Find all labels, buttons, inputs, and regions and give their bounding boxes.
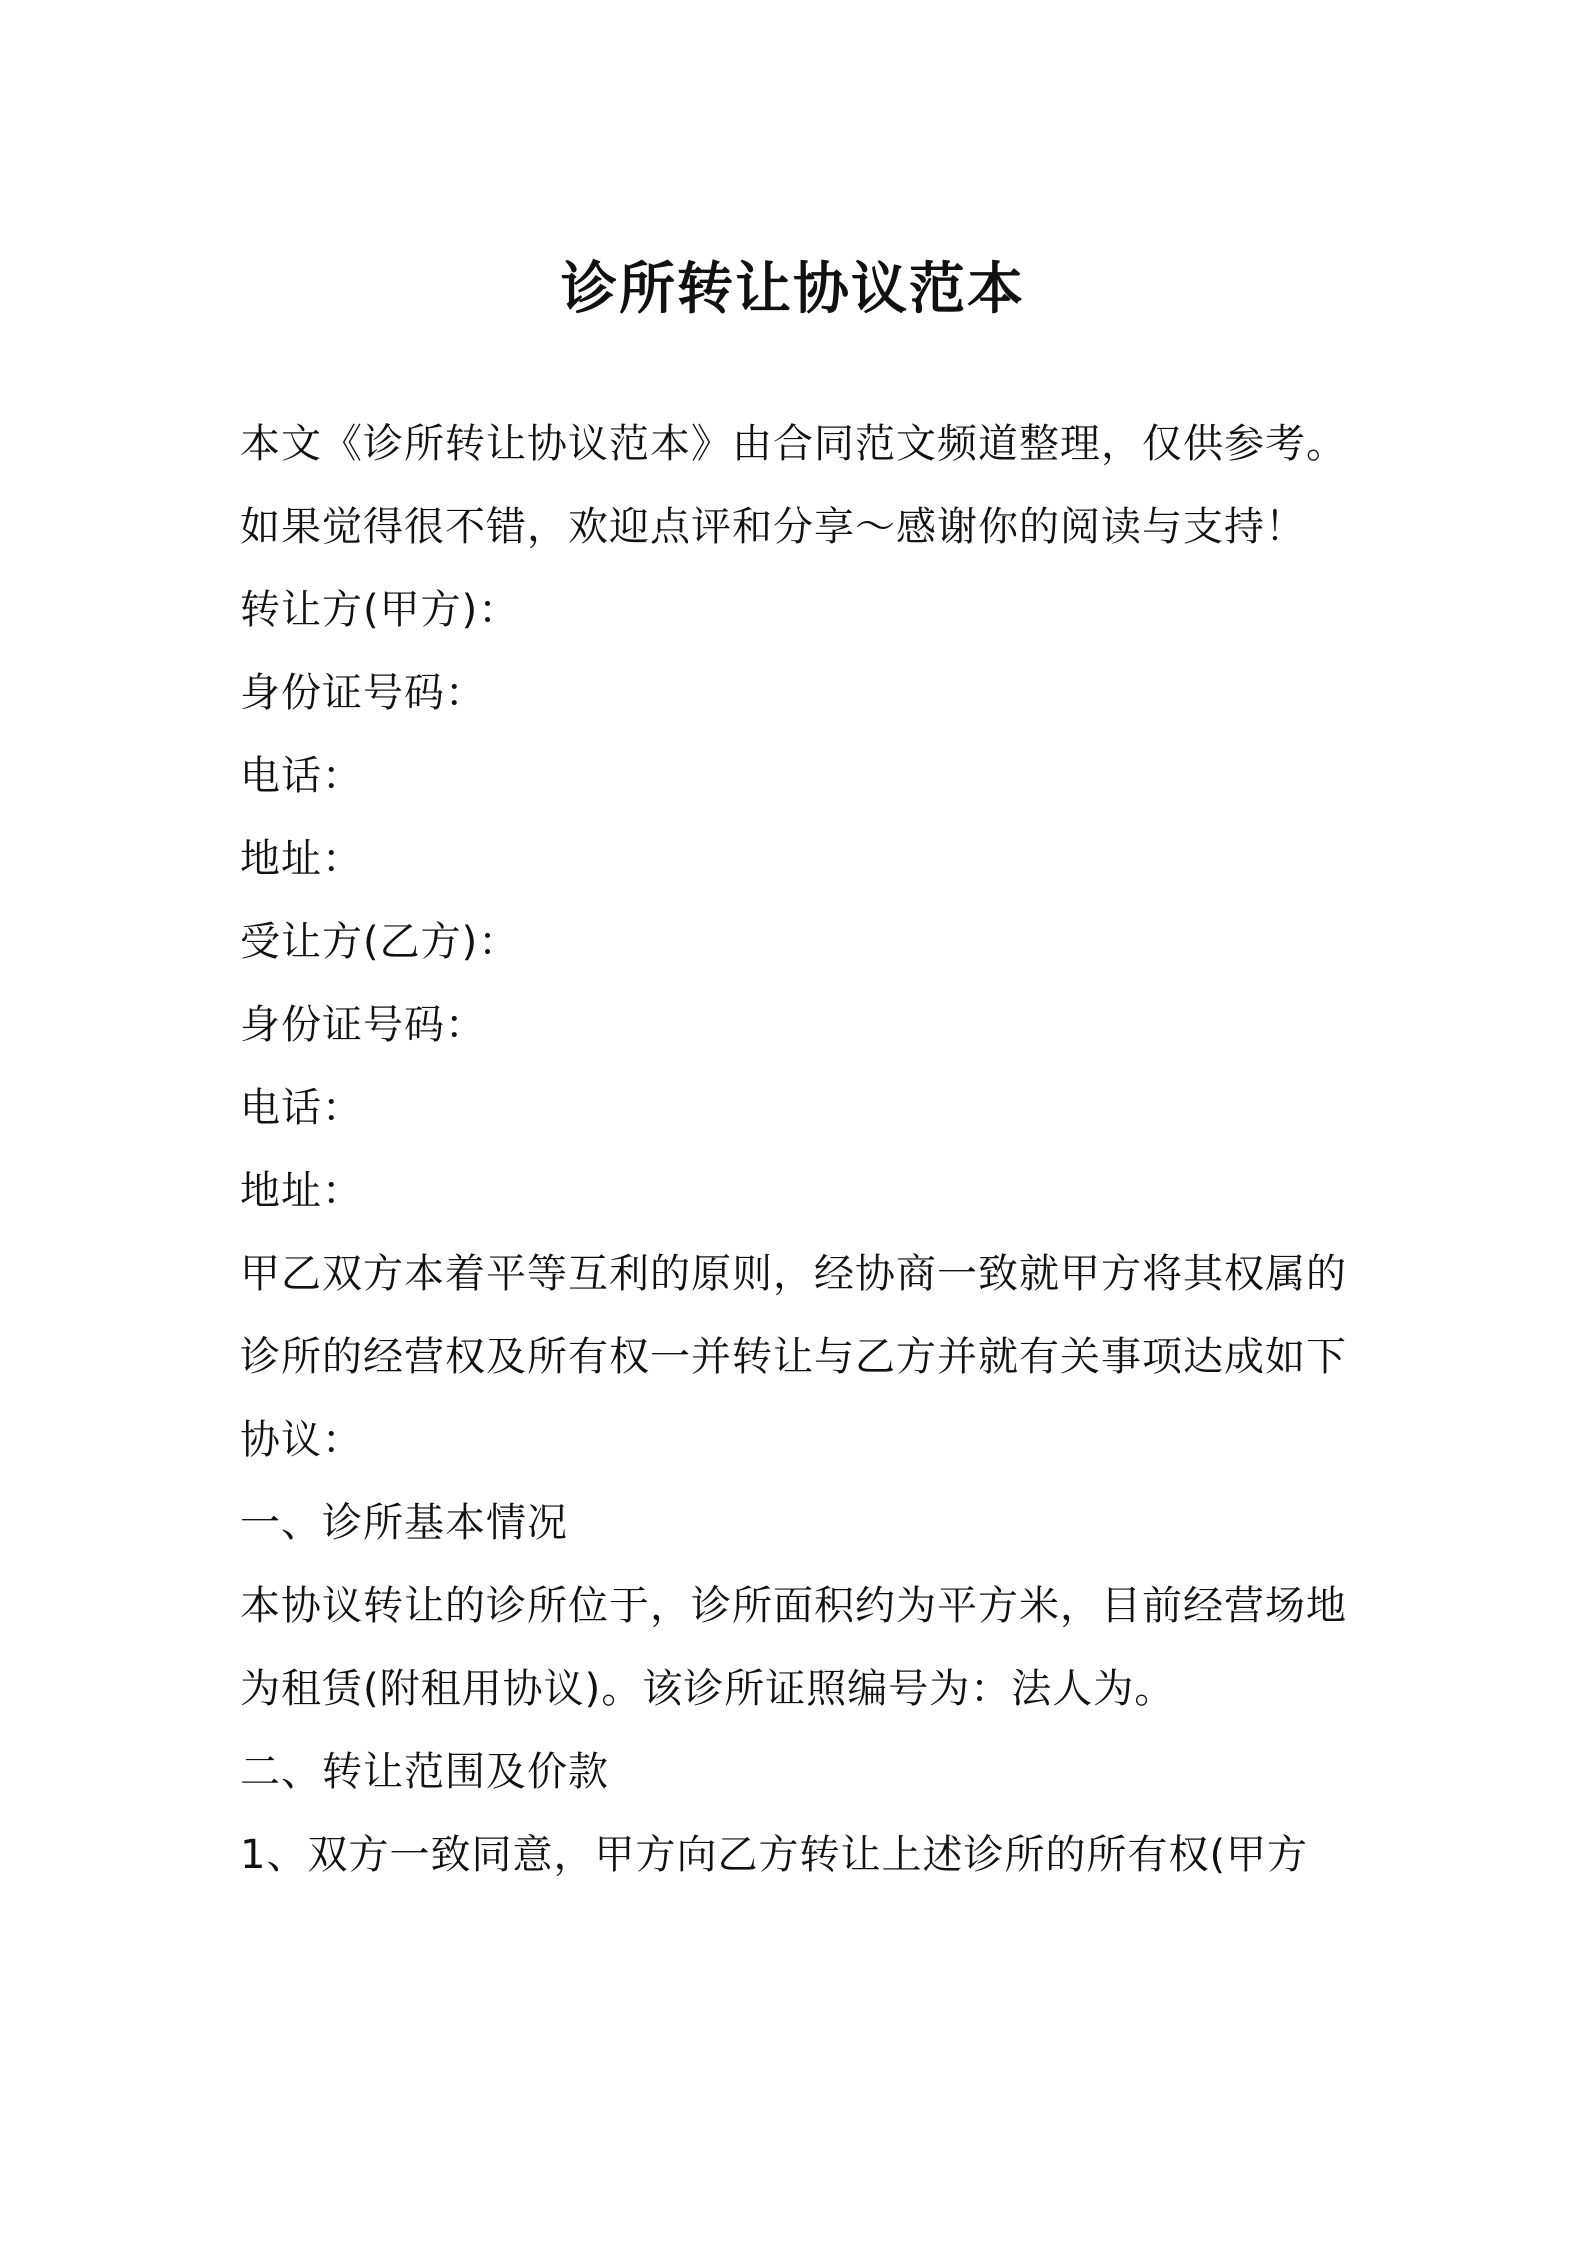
party-b-id-label: 身份证号码： xyxy=(240,1002,486,1048)
section-heading: 一、诊所基本情况 xyxy=(240,1500,568,1546)
party-b-label: 受让方(乙方)： xyxy=(240,919,520,965)
party-b-address-label: 地址： xyxy=(240,1168,363,1214)
party-a-id-label: 身份证号码： xyxy=(240,670,486,716)
intro-paragraph: 本文《诊所转让协议范本》由合同范文频道整理，仅供参考。如果觉得很不错，欢迎点评和分享～感谢你的阅读与支持！ xyxy=(240,421,1347,550)
section-paragraph: 本协议转让的诊所位于，诊所面积约为平方米，目前经营场地为租赁(附租用协议)。该诊所证照编号为：法人为。 xyxy=(240,1583,1347,1712)
preamble-paragraph: 甲乙双方本着平等互利的原则，经协商一致就甲方将其权属的诊所的经营权及所有权一并转让与乙方并就有关事项达成如下协议： xyxy=(240,1251,1347,1463)
party-b-phone-label: 电话： xyxy=(240,1085,363,1131)
party-a-phone-label: 电话： xyxy=(240,753,363,799)
section-heading: 二、转让范围及价款 xyxy=(240,1749,609,1795)
document-title: 诊所转让协议范本 xyxy=(561,257,1025,322)
party-a-label: 转让方(甲方)： xyxy=(240,587,520,633)
document-body xyxy=(240,403,1360,1897)
section-paragraph: 1、双方一致同意，甲方向乙方转让上述诊所的所有权(甲方 xyxy=(240,1832,1309,1878)
party-a-address-label: 地址： xyxy=(240,836,363,882)
